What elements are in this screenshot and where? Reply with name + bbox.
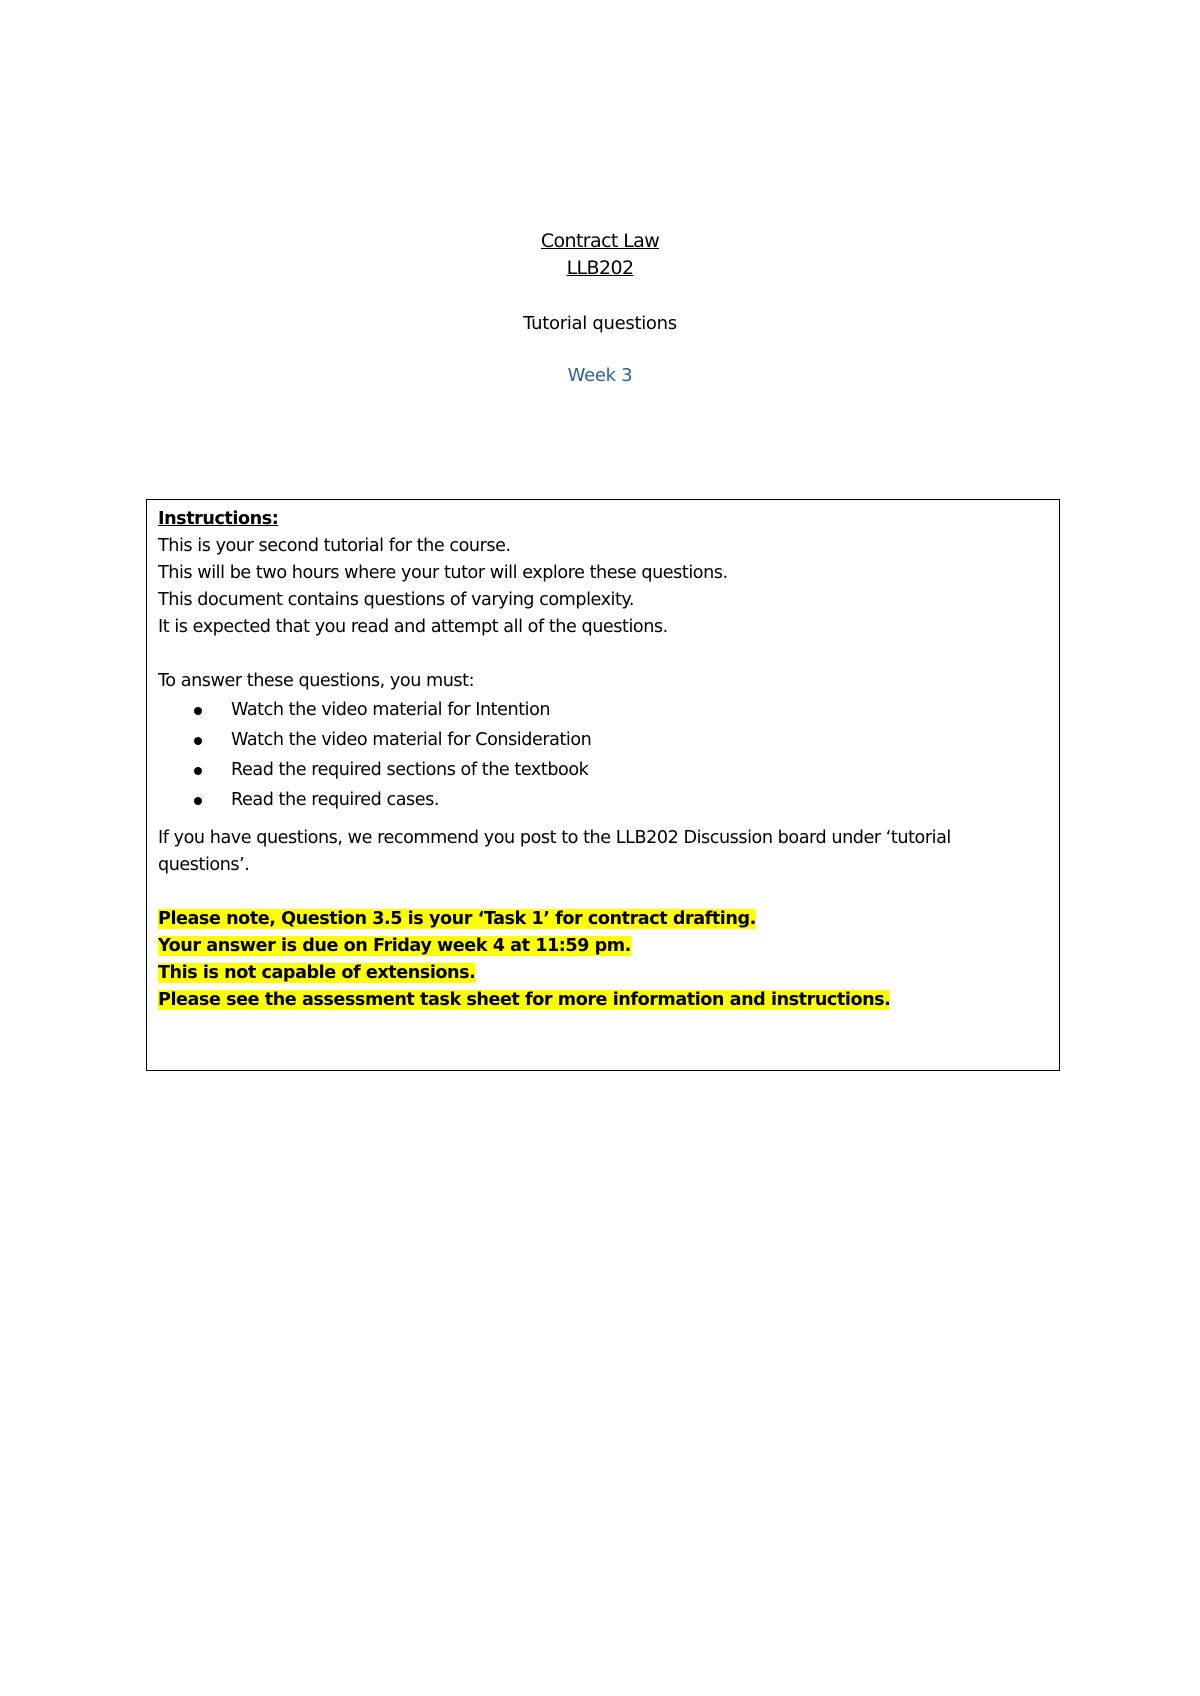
bullet-icon [194,797,202,805]
intro-line: This will be two hours where your tutor will explore these questions. [158,563,728,583]
week-label: Week 3 [567,365,633,386]
assessment-sheet-line [158,987,1049,1014]
list-item [158,785,1049,815]
bullet-icon [194,707,202,715]
task-note-line [158,906,1049,933]
bullet-icon [194,767,202,775]
list-item-text: Watch the video material for Consideration [231,730,592,750]
document-subtitle: Tutorial questions [523,313,677,334]
extensions-line [158,960,1049,987]
intro-line: This document contains questions of varying complexity. [158,590,635,610]
spacer [158,815,1049,825]
list-item-text: Read the required sections of the textbook [231,760,589,780]
highlighted-text: Please note, Question 3.5 is your ‘Task 1’ for contract drafting. [158,909,756,929]
list-item [158,695,1049,725]
course-code: LLB202 [566,257,634,279]
requirements-lead: To answer these questions, you must: [158,671,475,691]
spacer [158,879,1049,906]
instructions-heading: Instructions: [158,509,279,529]
instructions-box [146,499,1060,1071]
list-item [158,725,1049,755]
due-date-line [158,933,1049,960]
intro-line: This is your second tutorial for the course. [158,536,511,556]
list-item-text: Watch the video material for Intention [231,700,551,720]
spacer [158,641,1049,668]
list-item [158,755,1049,785]
discussion-note: If you have questions, we recommend you post to the LLB202 Discussion board under ‘tutorial questions’. [158,828,951,875]
course-title: Contract Law [540,230,660,252]
bullet-icon [194,737,202,745]
highlighted-text: This is not capable of extensions. [158,963,476,983]
highlighted-text: Please see the assessment task sheet for more information and instructions. [158,990,891,1010]
document-title-block [0,228,1200,282]
requirements-list [158,695,1049,815]
highlighted-text: Your answer is due on Friday week 4 at 11:59 pm. [158,936,631,956]
intro-line: It is expected that you read and attempt all of the questions. [158,617,668,637]
list-item-text: Read the required cases. [231,790,439,810]
